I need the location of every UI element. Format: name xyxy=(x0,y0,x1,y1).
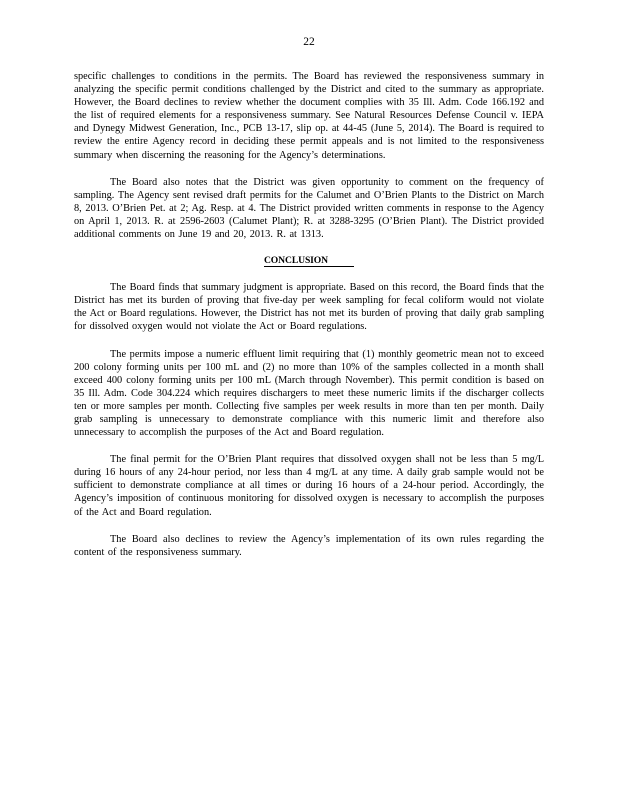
paragraph-agency-rules: The Board also declines to review the Agency’s implementation of its own rules regarding the content of the responsiveness summary. xyxy=(74,533,544,558)
body-text xyxy=(74,70,544,573)
paragraph-sampling-comments: The Board also notes that the District was given opportunity to comment on the frequency of sampling. The Agency sent revised draft permits for the Calumet and O’Brien Plants to the District on March 8, 2013. O’Brien Pet. at 2; Ag. Resp. at 4. The District provided written comments in response to the Agency on April 1, 2013. R. at 2596-2603 (Calumet Plant); R. at 3288-3295 (O’Brien Plant). The District provided additional comments on June 19 and 20, 2013. R. at 1313. xyxy=(74,176,544,241)
paragraph-responsiveness-summary: specific challenges to conditions in the permits. The Board has reviewed the responsiveness summary in analyzing the specific permit conditions challenged by the District and cited to the summary as appropriate. However, the Board declines to review whether the document complies with 35 Ill. Adm. Code 166.192 and the list of required elements for a responsiveness summary. See Natural Resources Defense Council v. IEPA and Dynegy Midwest Generation, Inc., PCB 13-17, slip op. at 44-45 (June 5, 2014). The Board is required to review the entire Agency record in deciding these permit appeals and is not limited to the responsiveness summary when discerning the reasoning for the Agency’s determinations. xyxy=(74,71,544,161)
paragraph-dissolved-oxygen: The final permit for the O’Brien Plant requires that dissolved oxygen shall not be less than 5 mg/L during 16 hours of any 24-hour period, nor less than 4 mg/L at any time. A daily grab sample would not be sufficient to demonstrate compliance at all times or during 16 hours of a 24-hour period. Accordingly, the Agency’s imposition of continuous monitoring for dissolved oxygen is necessary to accomplish the purposes of the Act and Board regulation. xyxy=(74,454,544,518)
paragraph-effluent-limit: The permits impose a numeric effluent limit requiring that (1) monthly geometric mean not to exceed 200 colony forming units per 100 mL and (2) no more than 10% of the samples collected in a month shall exceed 400 colony forming units per 100 mL (March through November). This permit condition is based on 35 Ill. Adm. Code 304.224 which requires dischargers to meet these numeric limits if the discharger collects ten or more samples per month. Collecting five samples per week results in more than ten per month. Daily grab sampling is unnecessary to demonstrate compliance with this numeric limit and therefore also unnecessary to accomplish the purposes of the Act and Board regulation. xyxy=(74,348,544,439)
paragraph-summary-judgment: The Board finds that summary judgment is appropriate. Based on this record, the Board finds that the District has met its burden of proving that five-day per week sampling for fecal coliform would not violate the Act or Board regulations. However, the District has not met its burden of proving that daily grab sampling for dissolved oxygen would not violate the Act or Board regulations. xyxy=(74,282,544,333)
page-number: 22 xyxy=(303,36,315,48)
section-heading-conclusion xyxy=(74,255,544,267)
heading-text: CONCLUSION xyxy=(264,255,354,267)
